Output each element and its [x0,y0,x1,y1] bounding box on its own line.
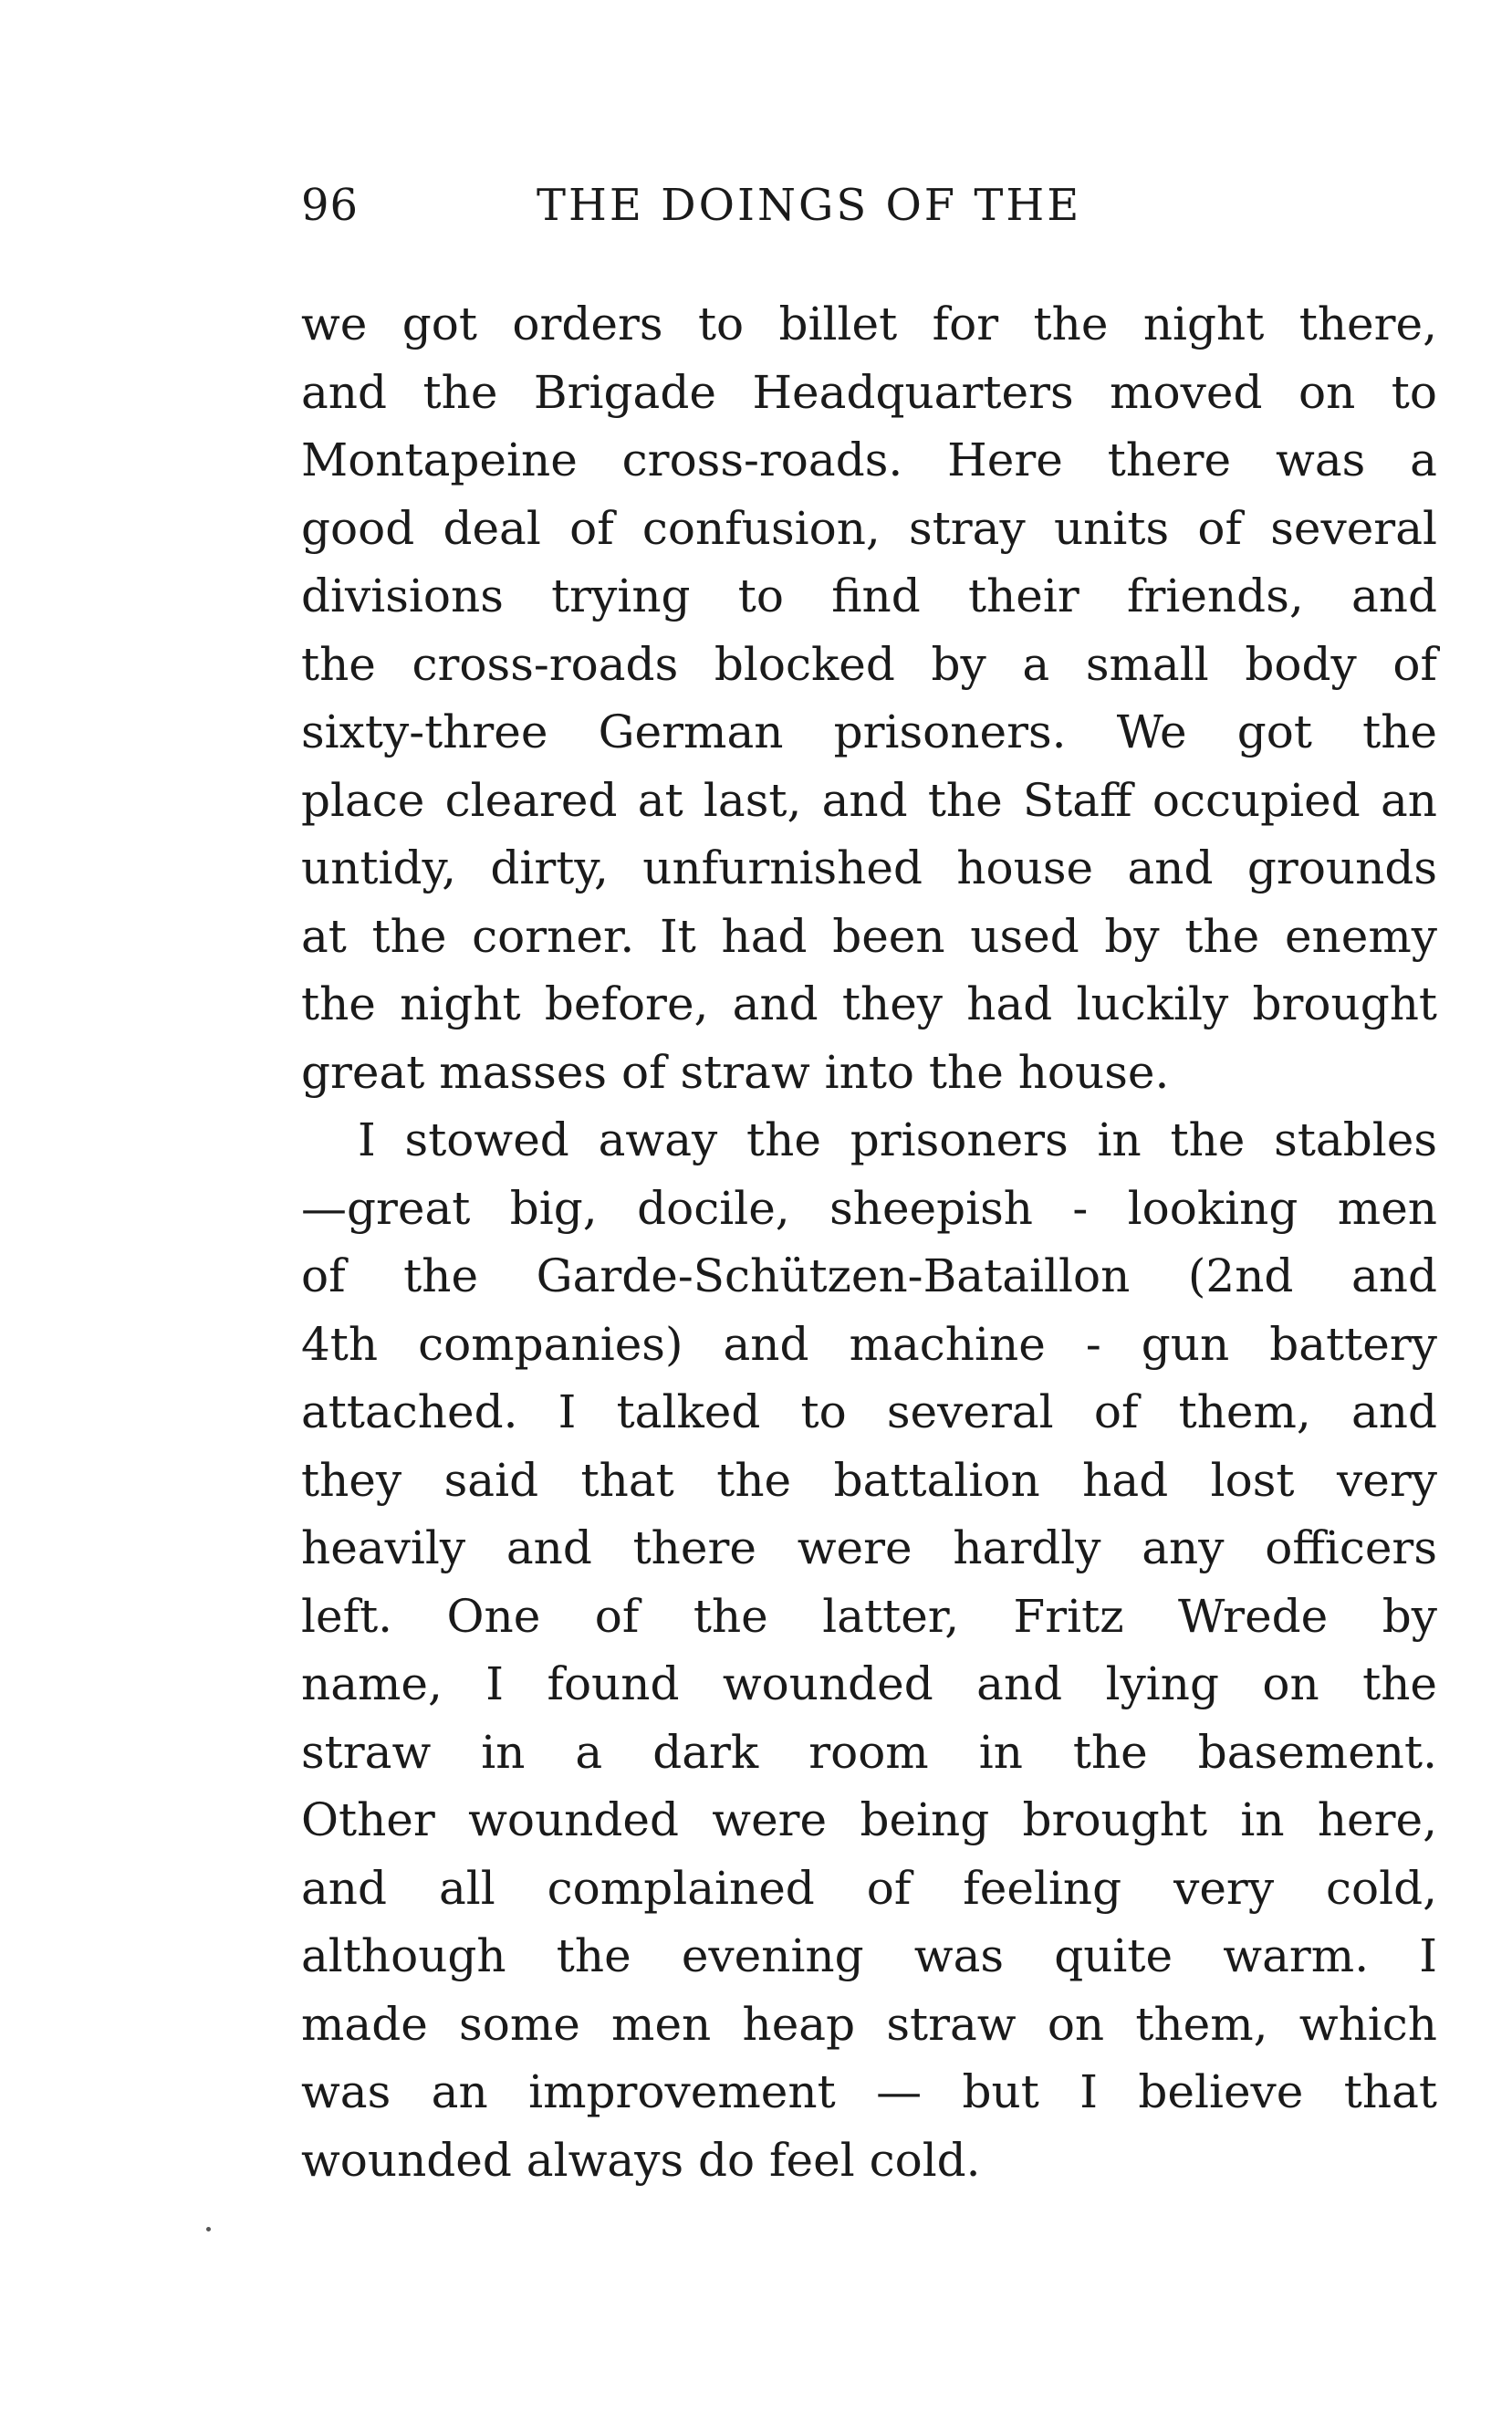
text-line: at the corner. It had been used by the enemy [301,909,1437,963]
text-line: divisions trying to find their friends, and [301,570,1437,622]
text-line: attached. I talked to several of them, and [301,1385,1437,1438]
text-line: and all complained of feeling very cold, [301,1861,1437,1915]
text-line: sixty-three German prisoners. We got the [301,705,1437,758]
running-head [301,173,1177,237]
text-line: name, I found wounded and lying on the [301,1657,1437,1710]
text-line: although the evening was quite warm. I [301,1929,1437,1982]
text-line: Other wounded were being brought in here, [301,1793,1437,1846]
text-line: —great big, docile, sheepish - looking men [301,1181,1437,1235]
text-line: the night before, and they had luckily brought [301,977,1437,1030]
text-line: untidy, dirty, unfurnished house and grounds [301,841,1437,894]
text-line: left. One of the latter, Fritz Wrede by [301,1589,1437,1643]
ink-speck [206,2227,211,2231]
paragraph-end-line: great masses of straw into the house. [301,1045,1170,1099]
text-line: of the Garde-Schützen-Bataillon (2nd and [301,1249,1437,1302]
text-line: made some men heap straw on them, which [301,1997,1437,2051]
text-line: was an improvement — but I believe that [301,2065,1437,2118]
body-text [301,290,1437,2194]
text-line: and the Brigade Headquarters moved on to [301,365,1437,419]
running-title: THE DOINGS OF THE [537,180,1082,231]
text-line: 4th companies) and machine - gun battery [301,1317,1437,1371]
text-line: straw in a dark room in the basement. [301,1725,1437,1779]
text-line: we got orders to billet for the night there, [301,298,1437,350]
text-line: Montapeine cross-roads. Here there was a [301,434,1437,486]
text-line: heavily and there were hardly any officers [301,1521,1437,1574]
text-line: good deal of confusion, stray units of several [301,501,1437,555]
page-number: 96 [301,180,360,231]
text-line: the cross-roads blocked by a small body of [301,637,1437,691]
text-line: place cleared at last, and the Staff occupied an [301,773,1437,827]
paragraph-end-line: wounded always do feel cold. [301,2133,981,2187]
paragraph-start-line: I stowed away the prisoners in the stables [358,1113,1437,1166]
text-line: they said that the battalion had lost very [301,1453,1437,1507]
